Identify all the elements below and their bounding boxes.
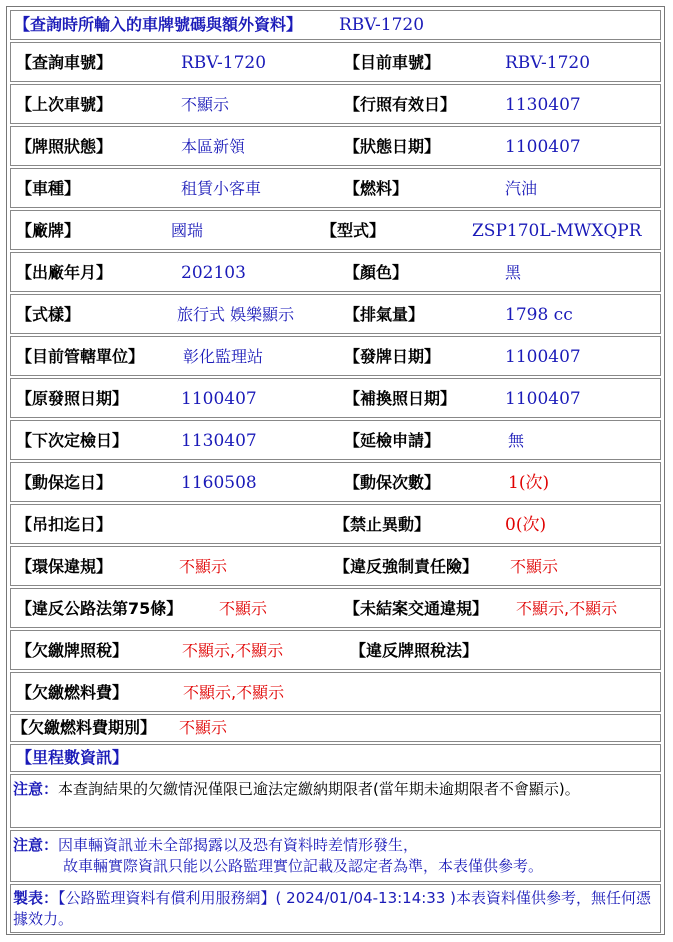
value-reissue-date: 1100407 <box>505 389 581 409</box>
label-inspection-deferral: 【延檢申請】 <box>344 431 441 450</box>
label-model: 【型式】 <box>321 221 386 240</box>
note-2-key: 注意： <box>13 836 59 854</box>
value-displacement: 1798 cc <box>505 305 573 325</box>
row-suspension <box>10 504 661 544</box>
label-issue-date: 【發牌日期】 <box>344 347 441 366</box>
label-license-tax: 【欠繳牌照稅】 <box>16 641 129 660</box>
label-suspension-end: 【吊扣迄日】 <box>16 515 113 534</box>
label-plate-status: 【牌照狀態】 <box>16 137 113 156</box>
row-lien <box>10 462 661 502</box>
note-2-text-line2: 故車輛實際資訊只能以公路監理實位記載及認定者為準，本表僅供參考。 <box>63 857 544 875</box>
label-fuel-fee: 【欠繳燃料費】 <box>16 683 129 702</box>
value-status-date: 1100407 <box>505 137 581 157</box>
row-jurisdiction <box>10 336 661 376</box>
label-manufacture-date: 【出廠年月】 <box>16 263 113 282</box>
value-license-valid: 1130407 <box>505 95 581 115</box>
note-1-key: 注意： <box>13 780 59 798</box>
value-lien-count: 1(次) <box>508 473 550 493</box>
label-vehicle-type: 【車種】 <box>16 179 81 198</box>
value-query-plate: RBV-1720 <box>181 53 267 73</box>
header-title: 【查詢時所輸入的車牌號碼與額外資料】 <box>14 15 303 34</box>
note-1-text: 本查詢結果的欠繳情況僅限已逾法定繳納期限者(當年期未逾期限者不會顯示)。 <box>58 780 580 798</box>
label-current-plate: 【目前車號】 <box>344 53 441 72</box>
value-model: ZSP170L-MWXQPR <box>472 221 642 241</box>
label-insurance-violation: 【違反強制責任險】 <box>334 557 479 576</box>
label-reissue-date: 【補換照日期】 <box>344 389 457 408</box>
row-original-issue <box>10 378 661 418</box>
label-transfer-ban: 【禁止異動】 <box>334 515 431 534</box>
label-env-violation: 【環保違規】 <box>16 557 113 576</box>
value-license-tax: 不顯示,不顯示 <box>182 641 284 660</box>
value-traffic-violation: 不顯示,不顯示 <box>516 599 618 618</box>
row-inspection <box>10 420 661 460</box>
label-tax-law-violation: 【違反牌照稅法】 <box>350 641 479 660</box>
value-last-plate: 不顯示 <box>181 95 230 114</box>
value-env-violation: 不顯示 <box>179 557 228 576</box>
label-style: 【式樣】 <box>16 305 81 324</box>
value-fuel-fee: 不顯示,不顯示 <box>183 683 285 702</box>
label-highway-law: 【違反公路法第75條】 <box>16 599 183 618</box>
label-original-issue: 【原發照日期】 <box>16 389 129 408</box>
label-jurisdiction: 【目前管轄單位】 <box>16 347 145 366</box>
header-plate: RBV-1720 <box>339 15 425 35</box>
value-lien-end: 1160508 <box>181 473 257 493</box>
value-fuel: 汽油 <box>505 179 538 198</box>
query-header <box>10 10 661 40</box>
value-transfer-ban: 0(次) <box>505 515 547 535</box>
footer-text: 本表資料僅供參考，無任何憑據效力。 <box>13 889 652 928</box>
value-insurance-violation: 不顯示 <box>510 557 559 576</box>
value-issue-date: 1100407 <box>505 347 581 367</box>
note-2-text-line1: 因車輛資訊並未全部揭露以及恐有資料時差情形發生， <box>58 836 419 854</box>
row-environment <box>10 546 661 586</box>
label-displacement: 【排氣量】 <box>344 305 425 324</box>
label-license-valid: 【行照有效日】 <box>344 95 457 114</box>
value-fuel-fee-period: 不顯示 <box>179 718 228 737</box>
row-fuel-fee <box>10 672 661 712</box>
label-query-plate: 【查詢車號】 <box>16 53 113 72</box>
label-lien-count: 【動保次數】 <box>344 473 441 492</box>
note-disclaimer <box>10 830 661 882</box>
label-fuel-fee-period: 【欠繳燃料費期別】 <box>12 718 157 737</box>
mileage-section <box>10 744 661 772</box>
row-brand <box>10 210 661 250</box>
value-original-issue: 1100407 <box>181 389 257 409</box>
value-brand: 國瑞 <box>171 221 204 240</box>
row-plate-status <box>10 126 661 166</box>
value-next-inspection: 1130407 <box>181 431 257 451</box>
value-vehicle-type: 租賃小客車 <box>181 179 262 198</box>
row-plate-query <box>10 42 661 82</box>
value-plate-status: 本區新領 <box>181 137 246 156</box>
footer-source: 【公路監理資料有償利用服務網】 <box>58 889 276 907</box>
mileage-title: 【里程數資訊】 <box>16 748 129 767</box>
report-frame <box>6 6 665 935</box>
label-last-plate: 【上次車號】 <box>16 95 113 114</box>
label-traffic-violation: 【未結案交通違規】 <box>344 599 489 618</box>
row-vehicle-type <box>10 168 661 208</box>
row-last-plate <box>10 84 661 124</box>
label-lien-end: 【動保迄日】 <box>16 473 113 492</box>
row-style <box>10 294 661 334</box>
label-color: 【顏色】 <box>344 263 409 282</box>
note-overdue <box>10 774 661 828</box>
value-style: 旅行式 娛樂顯示 <box>177 305 295 324</box>
row-fuel-fee-period <box>10 714 661 742</box>
label-fuel: 【燃料】 <box>344 179 409 198</box>
value-inspection-deferral: 無 <box>508 431 525 450</box>
label-next-inspection: 【下次定檢日】 <box>16 431 129 450</box>
row-license-tax <box>10 630 661 670</box>
value-current-plate: RBV-1720 <box>505 53 591 73</box>
label-status-date: 【狀態日期】 <box>344 137 441 156</box>
footer-timestamp: ( 2024/01/04-13:14:33 ) <box>275 889 457 907</box>
row-highway-law <box>10 588 661 628</box>
value-jurisdiction: 彰化監理站 <box>183 347 264 366</box>
value-color: 黑 <box>505 263 522 282</box>
row-manufacture <box>10 252 661 292</box>
footer-key: 製表： <box>13 889 59 907</box>
label-brand: 【廠牌】 <box>16 221 81 240</box>
report-footer <box>10 884 661 933</box>
value-manufacture-date: 202103 <box>181 263 246 283</box>
value-highway-law: 不顯示 <box>219 599 268 618</box>
